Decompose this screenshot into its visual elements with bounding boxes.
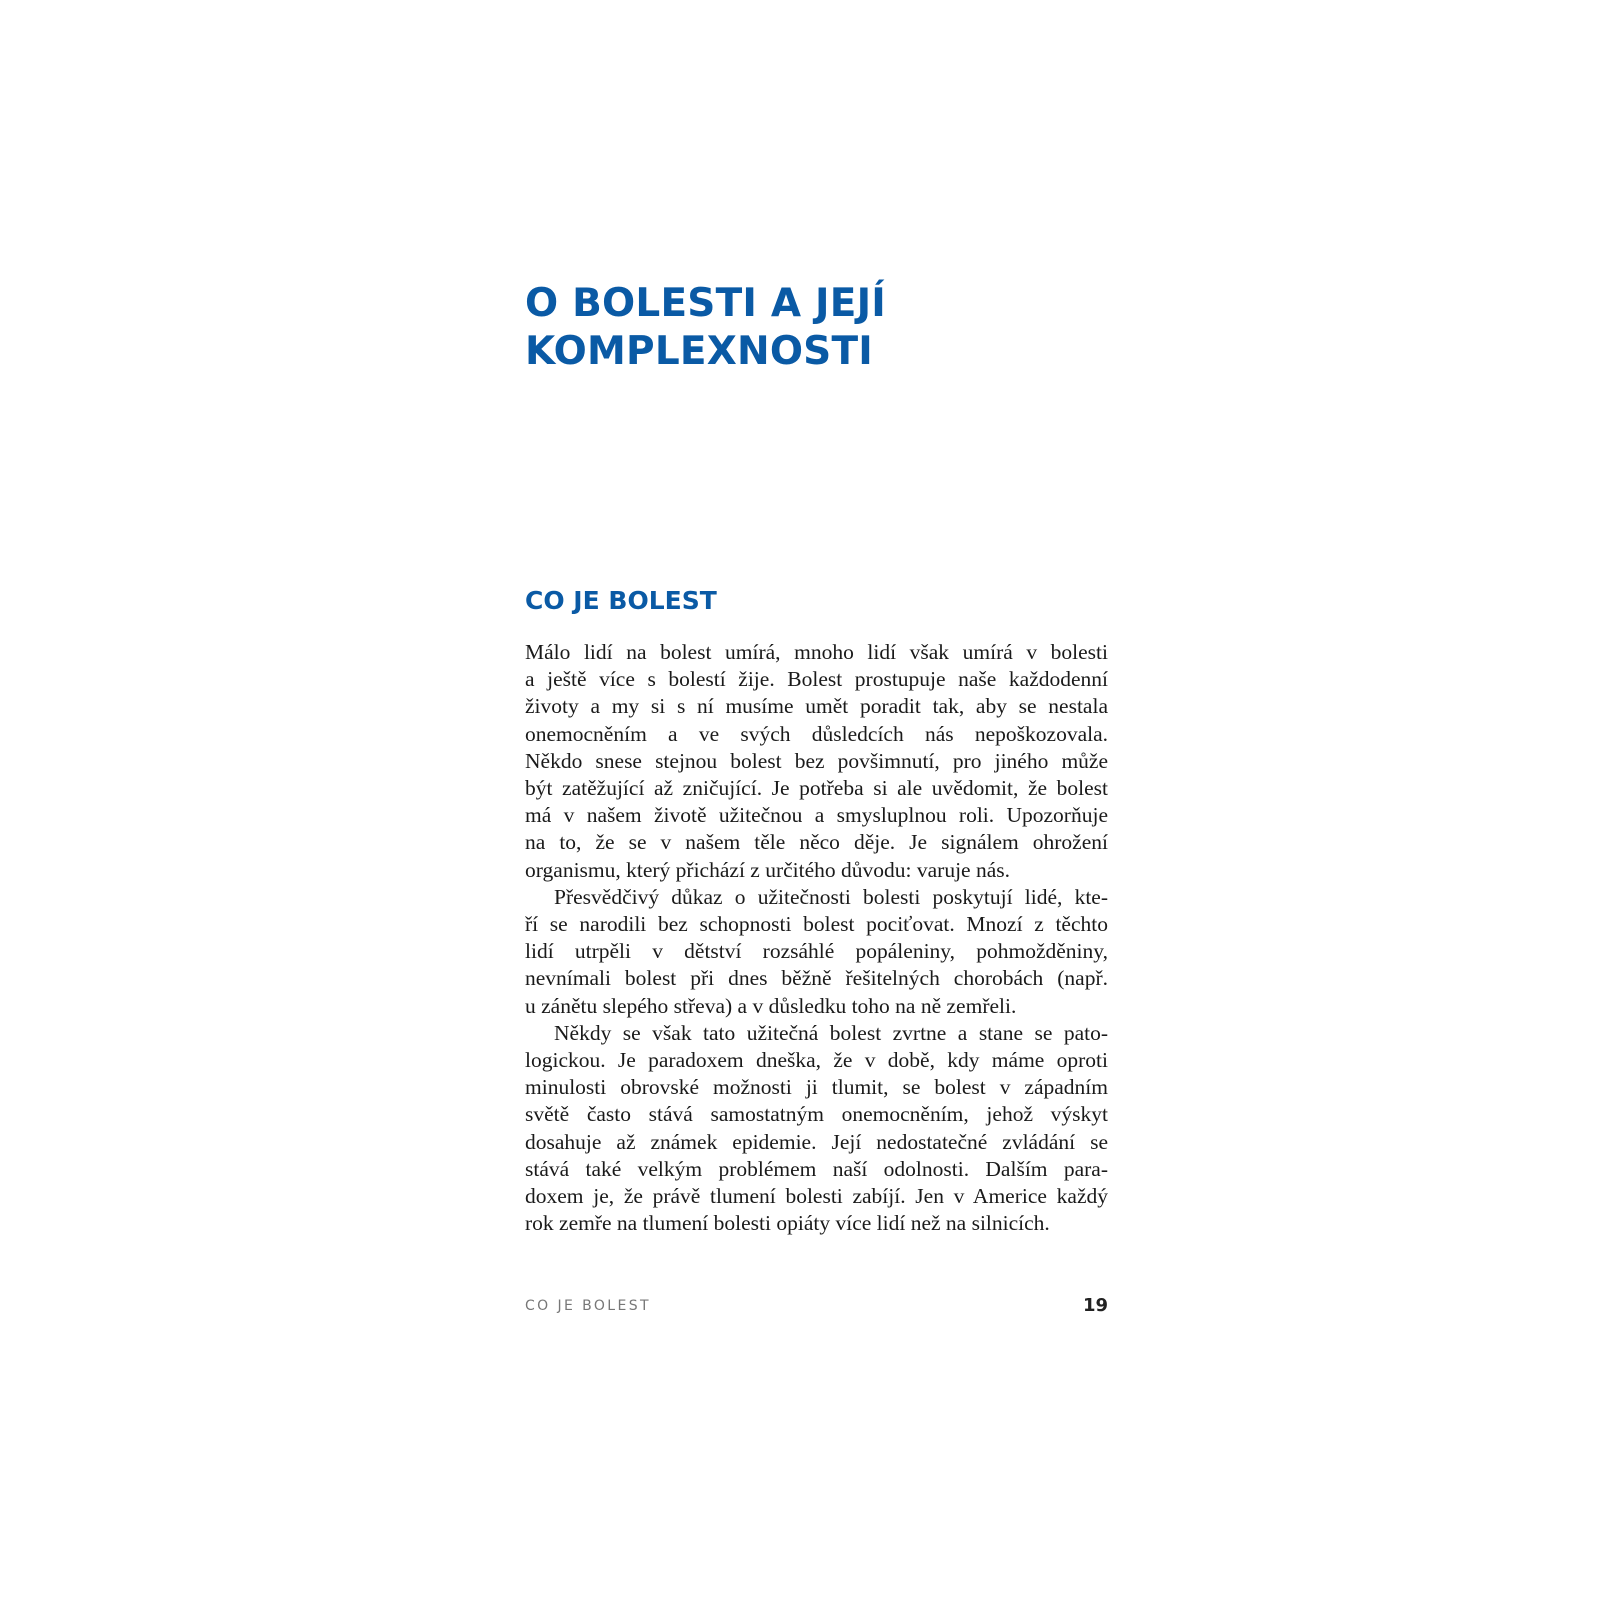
text-line: logickou. Je paradoxem dneška, že v době, kdy máme oproti xyxy=(525,1048,1108,1073)
page-number: 19 xyxy=(1082,1295,1108,1316)
chapter-title-line: KOMPLEXNOSTI xyxy=(525,329,873,374)
paragraph-3 xyxy=(525,1020,1108,1238)
text-line: má v našem životě užitečnou a smysluplnou roli. Upozorňuje xyxy=(525,803,1108,828)
text-line: na to, že se v našem těle něco děje. Je signálem ohrožení xyxy=(525,830,1108,855)
text-line: onemocněním a ve svých důsledcích nás nepoškozovala. xyxy=(525,721,1108,746)
body-text xyxy=(525,639,1108,1237)
text-line: stává také velkým problémem naší odolnosti. Dalším para- xyxy=(525,1156,1108,1181)
text-line: organismu, který přichází z určitého důvodu: varuje nás. xyxy=(525,857,1010,882)
text-line: u zánětu slepého střeva) a v důsledku toho na ně zemřeli. xyxy=(525,993,1017,1018)
text-line: Přesvědčivý důkaz o užitečnosti bolesti poskytují lidé, kte- xyxy=(554,884,1108,909)
text-line: nevnímali bolest při dnes běžně řešitelných chorobách (např. xyxy=(525,966,1108,991)
text-line: minulosti obrovské možnosti ji tlumit, se bolest v západním xyxy=(525,1075,1108,1100)
paragraph-2 xyxy=(525,884,1108,1020)
section-heading: CO JE BOLEST xyxy=(525,586,717,615)
chapter-title-line: O BOLESTI A JEJÍ xyxy=(525,281,887,326)
text-line: být zatěžující až zničující. Je potřeba si ale uvědomit, že bolest xyxy=(525,776,1108,801)
text-line: Někdo snese stejnou bolest bez povšimnutí, pro jiného může xyxy=(525,748,1108,773)
text-line: dosahuje až známek epidemie. Její nedostatečné zvládání se xyxy=(525,1129,1108,1154)
text-line: doxem je, že právě tlumení bolesti zabíjí. Jen v Americe každý xyxy=(525,1184,1108,1209)
chapter-title xyxy=(525,280,1125,376)
running-head: CO JE BOLEST xyxy=(525,1298,651,1314)
paragraph-1 xyxy=(525,639,1108,884)
text-line: Někdy se však tato užitečná bolest zvrtne a stane se pato- xyxy=(554,1020,1108,1045)
text-line: rok zemře na tlumení bolesti opiáty více lidí než na silnicích. xyxy=(525,1211,1050,1236)
text-line: lidí utrpěli v dětství rozsáhlé popáleniny, pohmožděniny, xyxy=(525,939,1108,964)
text-line: ří se narodili bez schopnosti bolest pociťovat. Mnozí z těchto xyxy=(525,912,1108,937)
text-line: a ještě více s bolestí žije. Bolest prostupuje naše každodenní xyxy=(525,667,1108,692)
text-line: Málo lidí na bolest umírá, mnoho lidí však umírá v bolesti xyxy=(525,640,1108,664)
text-line: světě často stává samostatným onemocněním, jehož výskyt xyxy=(525,1102,1108,1127)
text-line: životy a my si s ní musíme umět poradit tak, aby se nestala xyxy=(525,694,1108,719)
